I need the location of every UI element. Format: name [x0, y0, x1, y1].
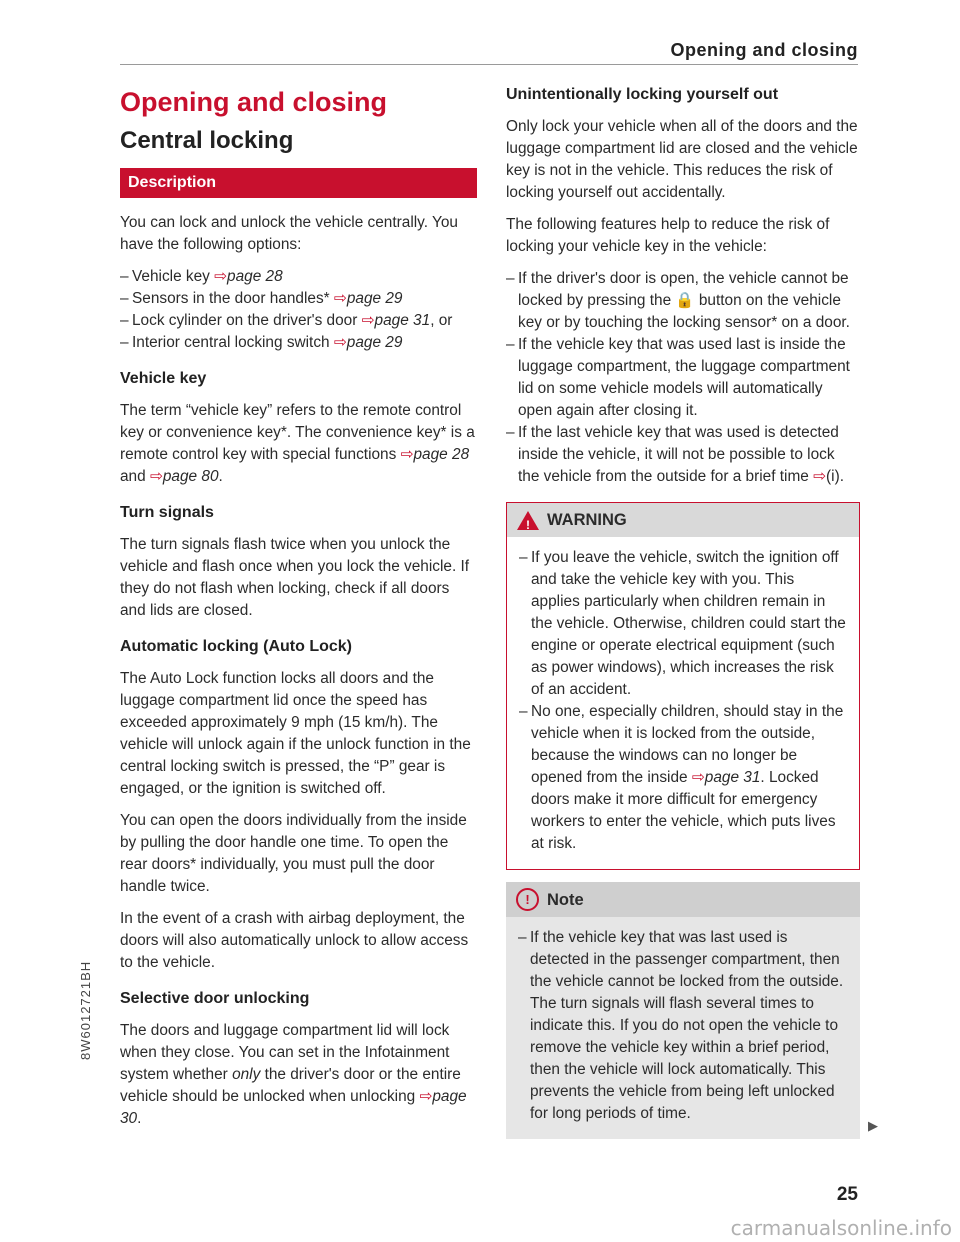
lockout-paragraph: Only lock your vehicle when all of the doors and the luggage compartment lid are closed and the vehicle key is not in the vehicle. This reduces the risk of locking yourself out accidentally. [506, 118, 858, 201]
intro-paragraph: You can lock and unlock the vehicle centrally. You have the following options: [120, 214, 458, 253]
page-link[interactable]: page 31 [704, 769, 761, 786]
continue-icon: ▶ [868, 1118, 878, 1133]
document-code: 8W6012721BH [78, 960, 93, 1060]
options-list [120, 266, 477, 354]
vehicle-key-paragraph: The term “vehicle key” refers to the remote control key or convenience key*. The convenience key* is a remote control key with special functions ⇨page 28 and ⇨page 80. [120, 402, 475, 485]
note-ref-link[interactable]: (i). [826, 468, 844, 485]
note-title: Note [547, 890, 584, 909]
auto-lock-heading: Automatic locking (Auto Lock) [120, 638, 352, 655]
page-link[interactable]: page 31 [374, 312, 431, 329]
page-number: 25 [836, 1184, 858, 1205]
list-item: – If you leave the vehicle, switch the ignition off and take the vehicle key with you. This applies particularly when children remain in the vehicle. Otherwise, children could start the engine or operate electrical equipment (such as power windows), which increases the risk of an accident. [519, 547, 847, 701]
warning-icon: ! [517, 511, 539, 530]
info-icon: ! [516, 888, 539, 911]
page-link[interactable]: page 80 [162, 468, 219, 485]
features-intro: The following features help to reduce the risk of locking your vehicle key in the vehicle: [506, 216, 830, 255]
list-item: – Interior central locking switch ⇨page 29 [120, 332, 477, 354]
page-link[interactable]: page 29 [346, 334, 403, 351]
note-body [506, 917, 860, 1139]
arrow-icon: ⇨ [333, 290, 347, 307]
warning-header [507, 503, 859, 537]
list-item: – If the last vehicle key that was used is detected inside the vehicle, it will not be possible to lock the vehicle from the outside for a brief time ⇨(i). [506, 422, 860, 488]
arrow-icon: ⇨ [419, 1088, 433, 1105]
list-item: – Vehicle key ⇨page 28 [120, 266, 477, 288]
auto-lock-paragraph: The Auto Lock function locks all doors and the luggage compartment lid once the speed has exceeded approximately 9 mph (15 km/h). The vehicle will unlock again if the unlock function in the central locking switch is pressed, the “P” gear is engaged, or the ignition is switched off. [120, 670, 471, 797]
warning-title: WARNING [547, 511, 627, 529]
vehicle-key-heading: Vehicle key [120, 370, 207, 387]
list-item: – If the vehicle key that was used last is inside the luggage compartment, the luggage compartment lid on some vehicle models will automatically open again after closing it. [506, 334, 860, 422]
watermark: carmanualsonline.info [730, 1216, 952, 1240]
arrow-icon: ⇨ [400, 446, 414, 463]
list-item: – Lock cylinder on the driver's door ⇨page 31, or [120, 310, 477, 332]
section-title: Central locking [120, 127, 294, 154]
open-doors-paragraph: You can open the doors individually from the inside by pulling the door handle one time. To open the rear doors* individually, you must pull the door handle twice. [120, 812, 467, 895]
arrow-icon: ⇨ [691, 769, 705, 786]
description-bar: Description [120, 168, 477, 198]
lockout-heading: Unintentionally locking yourself out [506, 86, 779, 103]
arrow-icon: ⇨ [813, 468, 827, 485]
list-item: – If the vehicle key that was last used is detected in the passenger compartment, then the vehicle cannot be locked from the outside. The turn signals will flash several times to indicate this. If you do not open the vehicle to remove the vehicle key within a brief period, then the vehicle will lock automatically. This prevents the vehicle from being left unlocked for long periods of time. [518, 927, 848, 1125]
selective-paragraph: The doors and luggage compartment lid will lock when they close. You can set in the Infotainment system whether only the driver's door or the entire vehicle should be unlocked when unlocking ⇨page 30. [120, 1022, 467, 1127]
crash-paragraph: In the event of a crash with airbag deployment, the doors will also automatically unlock to allow access to the vehicle. [120, 910, 469, 971]
selective-heading: Selective door unlocking [120, 990, 310, 1007]
page-link[interactable]: page 28 [413, 446, 470, 463]
note-header [506, 882, 860, 917]
arrow-icon: ⇨ [149, 468, 163, 485]
page-link[interactable]: page 30 [120, 1088, 467, 1127]
header-rule [120, 64, 858, 65]
features-list [506, 268, 860, 488]
running-head: Opening and closing [670, 40, 858, 60]
arrow-icon: ⇨ [333, 334, 347, 351]
arrow-icon: ⇨ [214, 268, 228, 285]
note-box [506, 882, 878, 1139]
arrow-icon: ⇨ [361, 312, 375, 329]
chapter-title: Opening and closing [120, 87, 388, 117]
warning-body [507, 537, 859, 869]
left-column [120, 80, 477, 1140]
list-item: – Sensors in the door handles* ⇨page 29 [120, 288, 477, 310]
page-link[interactable]: page 28 [227, 268, 283, 285]
list-item: – No one, especially children, should stay in the vehicle when it is locked from the outside, because the windows can no longer be opened from the inside ⇨page 31. Locked doors make it more difficult for emergency workers to enter the vehicle, which puts lives at risk. [519, 701, 847, 855]
warning-box [506, 502, 860, 870]
list-item: – If the driver's door is open, the vehicle cannot be locked by pressing the 🔒 button on the vehicle key or by touching the locking sensor* on a door. [506, 268, 860, 334]
page-link[interactable]: page 29 [346, 290, 403, 307]
turn-signals-paragraph: The turn signals flash twice when you unlock the vehicle and flash once when you lock the vehicle. If they do not flash when locking, check if all doors and lids are closed. [120, 536, 470, 619]
turn-signals-heading: Turn signals [120, 504, 214, 521]
right-column [506, 80, 878, 1139]
